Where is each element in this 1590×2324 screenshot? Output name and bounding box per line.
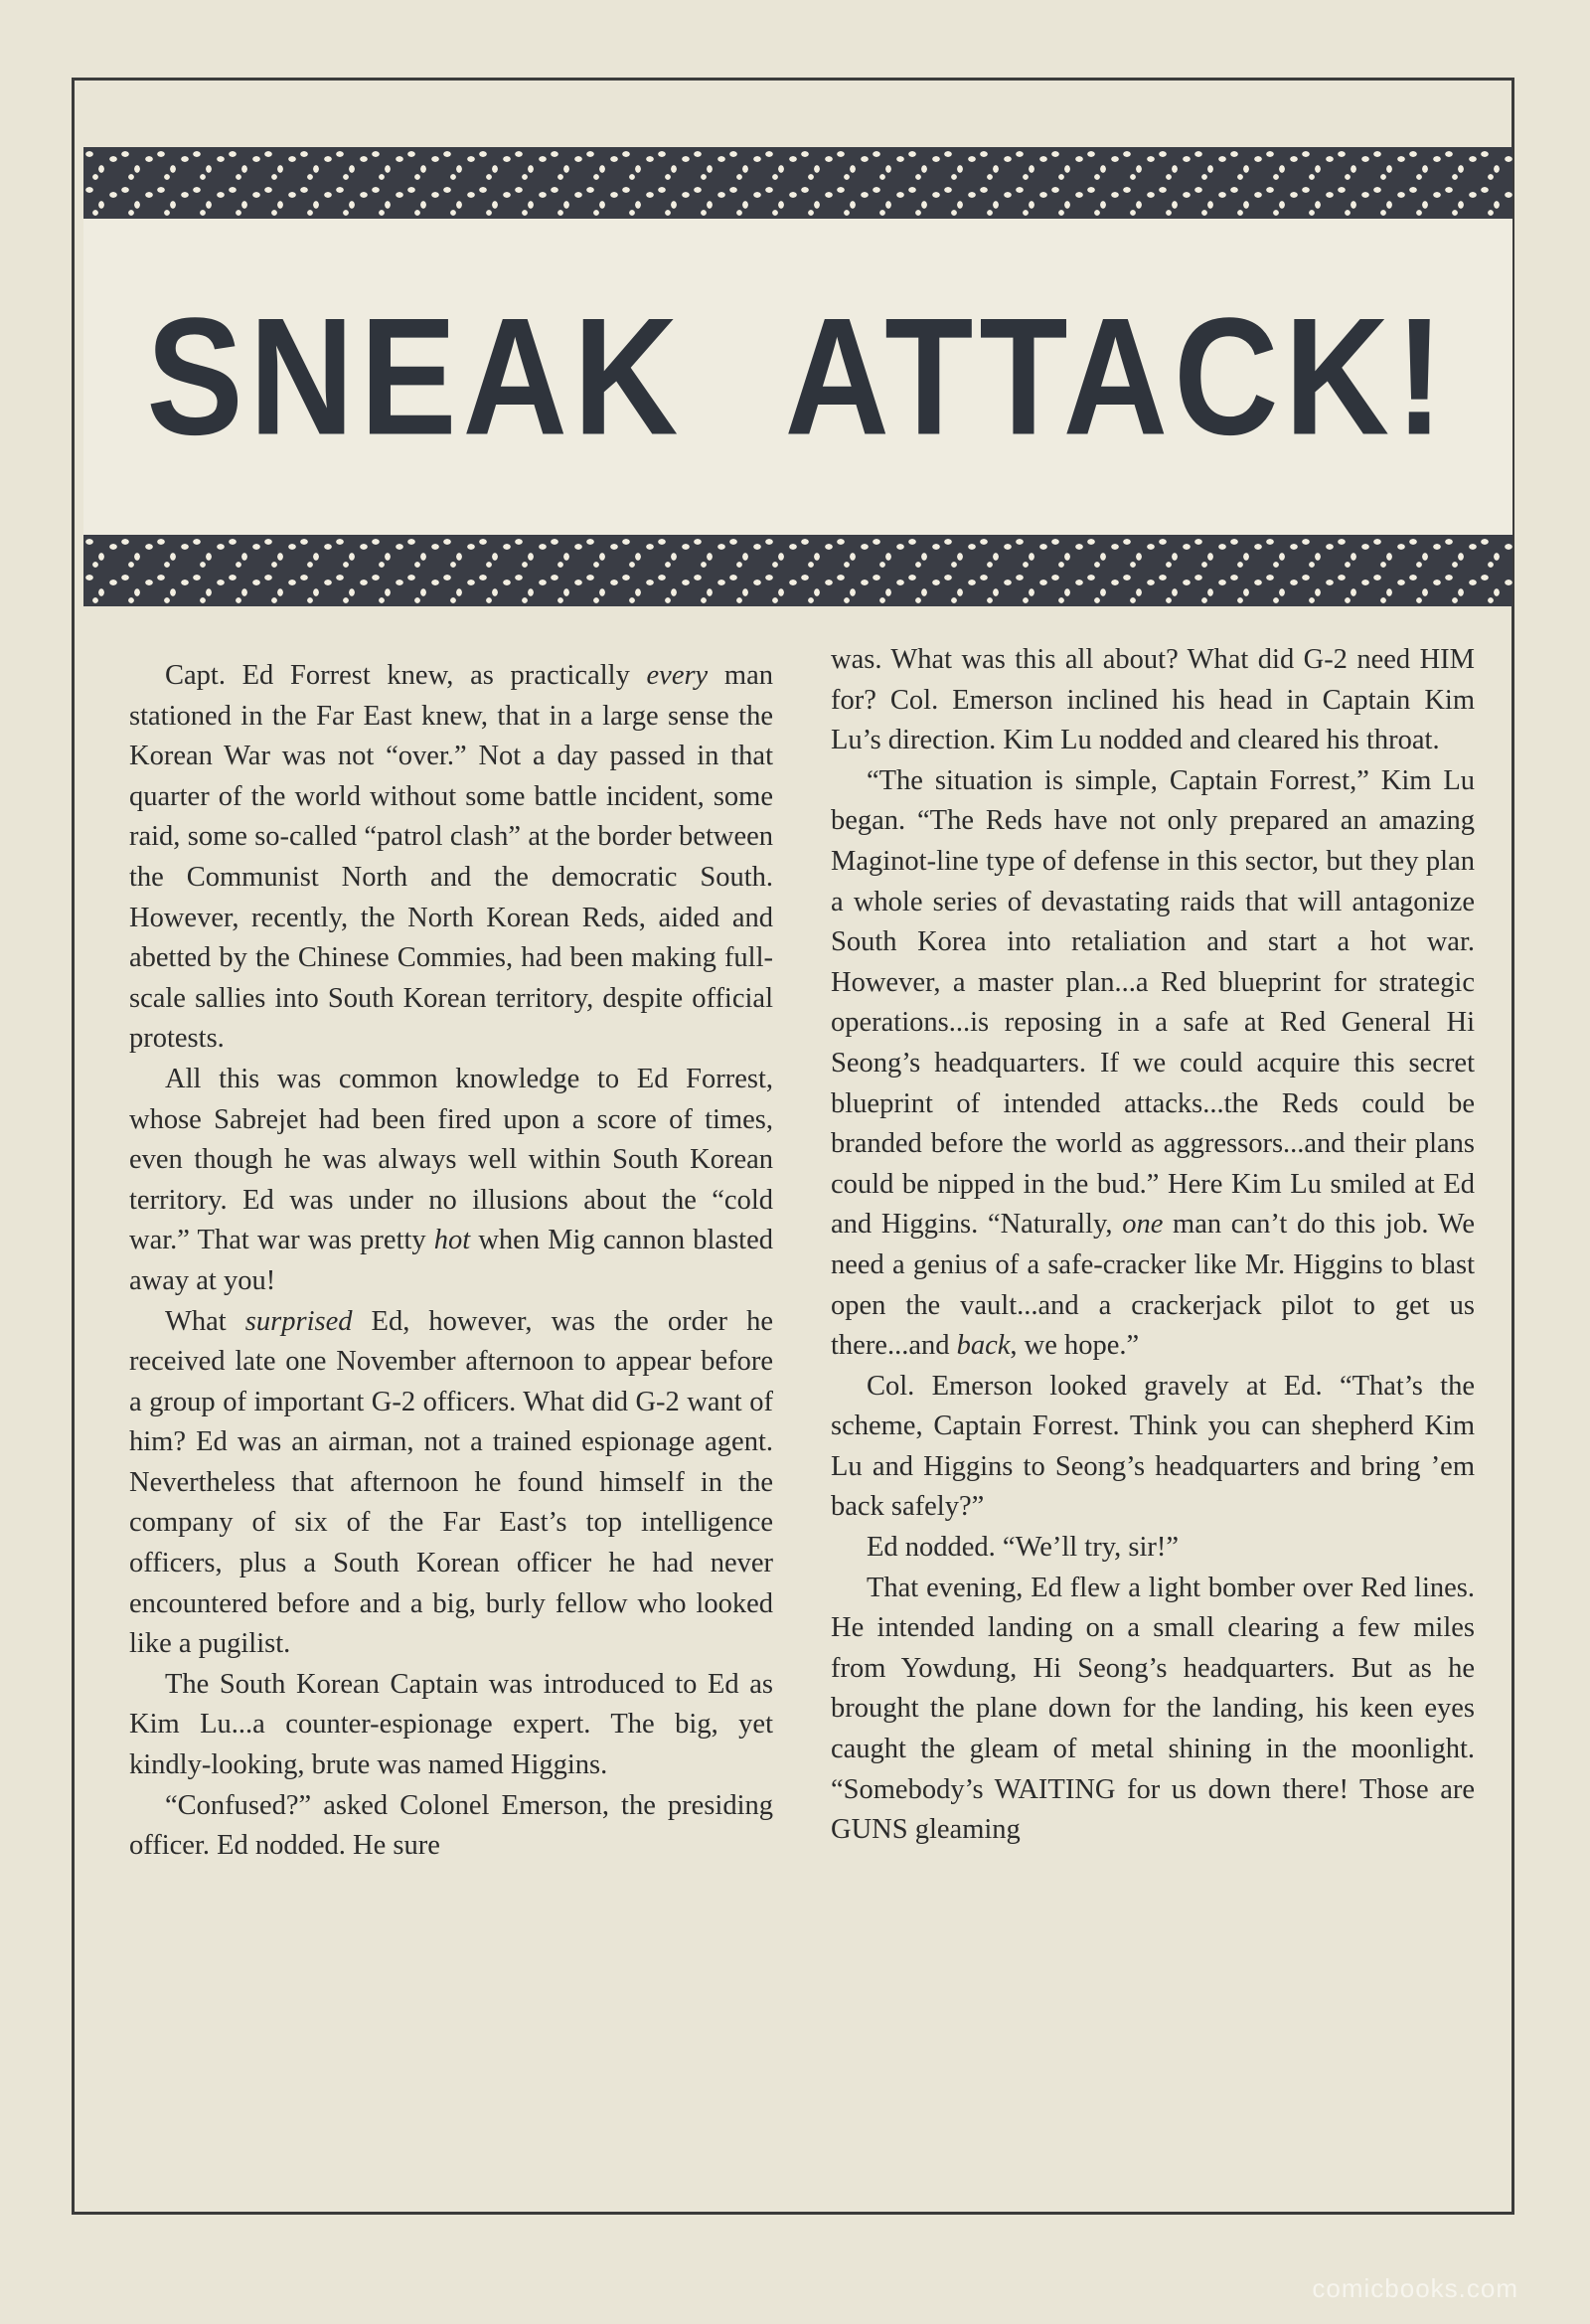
story-text-columns	[129, 644, 1476, 2187]
paragraph: Col. Emerson looked gravely at Ed. “That’s the scheme, Captain Forrest. Think you can shepherd Kim Lu and Higgins to Seong’s headquarters and bring ’em back safely?”	[831, 1370, 1475, 1523]
paragraph: Capt. Ed Forrest knew, as practically every man stationed in the Far East knew, that in a large sense the Korean War was not “over.” Not a day passed in that quarter of the world without some battle incident, some raid, some so-called “patrol clash” at the border between the Communist North and the democratic South. However, recently, the North Korean Reds, aided and abetted by the Chinese Commies, had been making full-scale sallies into South Korean territory, despite official protests.	[129, 660, 773, 1055]
paragraph: “The situation is simple, Captain Forrest,” Kim Lu began. “The Reds have not only prepared an amazing Maginot-line type of defense in this sector, but they plan a whole series of devastating raids that will antagonize South Korea into retaliation and start a hot war. However, a master plan...a Red blueprint for strategic operations...is reposing in a safe at Red General Hi Seong’s headquarters. If we could acquire this secret blueprint of intended attacks...the Reds could be branded before the world as aggressors...and their plans could be nipped in the bud.” Here Kim Lu smiled at Ed and Higgins. “Naturally, one man can’t do this job. We need a genius of a safe-cracker like Mr. Higgins to blast open the vault...and a crackerjack pilot to get us there...and back, we hope.”	[831, 764, 1476, 1362]
decorative-dot-band-top	[83, 147, 1512, 219]
paragraph: That evening, Ed flew a light bomber over Red lines. He intended landing on a small clearing a few miles from Yowdung, Hi Seong’s headquarters. But as he brought the plane down for the landing, his keen eyes caught the gleam of metal shining in the moonlight. “Somebody’s WAITING for us down there! Those are GUNS gleaming	[831, 1572, 1475, 1846]
paragraph: The South Korean Captain was introduced to Ed as Kim Lu...a counter-espionage expert. The big, yet kindly-looking, brute was named Higgins.	[129, 1668, 773, 1781]
paragraph: All this was common knowledge to Ed Forrest, whose Sabrejet had been fired upon a score of times, even though he was always well within South Korean territory. Ed was under no illusions about the “cold war.” That war was pretty hot when Mig cannon blasted away at you!	[129, 1063, 773, 1296]
watermark: comicbooks.com	[1312, 2273, 1518, 2303]
left-text-column	[129, 656, 773, 2187]
paragraph: was. What was this all about? What did G-2 need HIM for? Col. Emerson inclined his head in Captain Kim Lu’s direction. Kim Lu nodded and cleared his throat.	[831, 644, 1475, 756]
right-text-column	[831, 640, 1475, 2187]
paragraph: “Confused?” asked Colonel Emerson, the presiding officer. Ed nodded. He sure	[129, 1789, 773, 1862]
paragraph: What surprised Ed, however, was the order he received late one November afternoon to appear before a group of important G-2 officers. What did G-2 want of him? Ed was an airman, not a trained espionage agent. Nevertheless that afternoon he found himself in the company of six of the Far East’s top intelligence officers, plus a South Korean officer he had never encountered before and a big, burly fellow who looked like a pugilist.	[129, 1305, 774, 1660]
title-panel	[83, 219, 1512, 535]
decorative-dot-band-bottom	[83, 535, 1512, 606]
story-title: SNEAK ATTACK!	[146, 282, 1450, 470]
paragraph: Ed nodded. “We’ll try, sir!”	[867, 1532, 1180, 1564]
